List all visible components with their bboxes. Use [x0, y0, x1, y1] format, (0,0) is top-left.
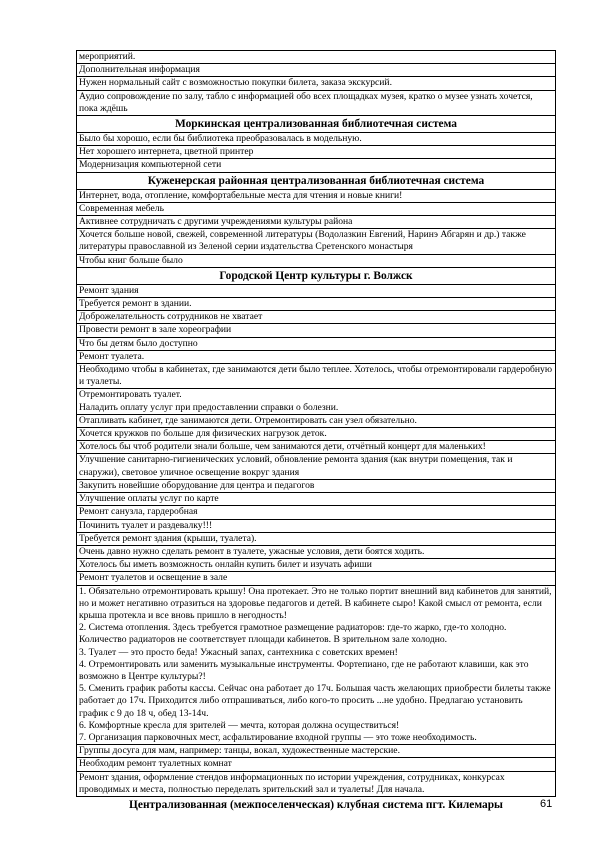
table-row — [77, 758, 556, 771]
closing-section-heading: Централизованная (межпоселенческая) клубная система пгт. Килемары — [129, 798, 503, 811]
response-cell: Необходимо чтобы в кабинетах, где занимаются дети было теплее. Хотелось, чтобы отремонтировали гардеробную и туалеты. — [77, 364, 556, 389]
table-row — [77, 479, 556, 492]
section-heading-row — [77, 172, 556, 189]
response-cell: Ремонт санузла, гардеробная — [77, 506, 556, 519]
response-cell: Дополнительная информация — [77, 64, 556, 77]
feedback-table — [76, 50, 556, 797]
response-cell: Ремонт туалета. — [77, 350, 556, 363]
response-cell: Улучшение санитарно-гигиенических условий, обновление ремонта здания (как внутри помещения, так и снаружи), световое уличное освещение вокруг здания — [77, 454, 556, 479]
table-row — [77, 389, 556, 414]
table-row — [77, 441, 556, 454]
table-row — [77, 51, 556, 64]
response-cell: Ремонт здания, оформление стендов информационных по истории учреждения, сотрудниках, конкурсах проводимых и места, полностью переделать зрительский зал и туалеты! Для начала. — [77, 771, 556, 796]
table-row — [77, 284, 556, 297]
response-cell: Современная мебель — [77, 202, 556, 215]
section-heading-row — [77, 116, 556, 133]
page-number: 61 — [540, 798, 553, 810]
table-row — [77, 298, 556, 311]
response-cell: Хочется больше новой, свежей, современной литературы (Водолазкин Евгений, Наринэ Абгарян и др.) также литературы православной из Зеленой серии издательства Сретенского монастыря — [77, 229, 556, 254]
response-cell: Доброжелательность сотрудников не хватает — [77, 311, 556, 324]
table-row — [77, 64, 556, 77]
section-heading: Моркинская централизованная библиотечная система — [77, 116, 556, 133]
table-row — [77, 745, 556, 758]
table-row — [77, 428, 556, 441]
response-cell: Провести ремонт в зале хореографии — [77, 324, 556, 337]
response-cell: 1. Обязательно отремонтировать крышу! Она протекает. Это не только портит внешний вид кабинетов для занятий, но и может негативно отразиться на здоровье педагогов и детей. В кабинете сыро! Какой смысл от ремонта, если крыша протекла и все вновь пришло в негодность! 2. Система отопления. Здесь требуется грамотное размещение радиаторов: где-то жарко, где-то холодно. Количество радиаторов не соответствует площади кабинетов. В зрительном зале холодно. 3. Туалет — это просто беда! Ужасный запах, сантехника с советских времен! 4. Отремонтировать или заменить музыкальные инструменты. Фортепиано, где не работают клавиши, как это возможно в Центре культуры?! 5. Сменить график работы кассы. Сейчас она работает до 17ч. Большая часть желающих приобрести билеты также работает до 17ч. Приходится либо отпрашиваться, либо кого-то просить ...не удобно. Предлагаю установить график с 9 до 18 ч, обед 13-14ч. 6. Комфортные кресла для зрителей — мечта, которая должна осуществиться! 7. Организация парковочных мест, асфальтирование входной группы — это тоже необходимость. — [77, 585, 556, 745]
response-cell: Хотелось бы иметь возможность онлайн купить билет и изучать афиши — [77, 559, 556, 572]
response-cell: Очень давно нужно сделать ремонт в туалете, ужасные условия, дети боятся ходить. — [77, 545, 556, 558]
table-row — [77, 254, 556, 267]
response-cell: Аудио сопровождение по залу, табло с информацией обо всех площадках музея, кратко о музее узнать хочется, пока ждёшь — [77, 90, 556, 115]
document-page — [76, 50, 556, 812]
response-cell: Было бы хорошо, если бы библиотека преобразовалась в модельную. — [77, 133, 556, 146]
response-cell: Чтобы книг больше было — [77, 254, 556, 267]
table-row — [77, 545, 556, 558]
table-row — [77, 454, 556, 479]
table-row — [77, 559, 556, 572]
table-row — [77, 337, 556, 350]
section-heading: Куженерская районная централизованная библиотечная система — [77, 172, 556, 189]
table-row — [77, 202, 556, 215]
response-cell: Улучшение оплаты услуг по карте — [77, 493, 556, 506]
table-row — [77, 146, 556, 159]
response-cell: Активнее сотрудничать с другими учреждениями культуры района — [77, 216, 556, 229]
response-cell: Отапливать кабинет, где занимаются дети. Отремонтировать сан узел обязательно. — [77, 414, 556, 427]
response-cell: Нет хорошего интернета, цветной принтер — [77, 146, 556, 159]
response-cell: Отремонтировать туалет. Наладить оплату услуг при предоставлении справки о болезни. — [77, 389, 556, 414]
response-cell: Ремонт здания — [77, 284, 556, 297]
response-cell: Нужен нормальный сайт с возможностью покупки билета, заказа экскурсий. — [77, 77, 556, 90]
table-row — [77, 77, 556, 90]
response-cell: Необходим ремонт туалетных комнат — [77, 758, 556, 771]
table-row — [77, 90, 556, 115]
table-row — [77, 133, 556, 146]
table-row — [77, 159, 556, 172]
table-row — [77, 364, 556, 389]
response-cell: Модернизация компьютерной сети — [77, 159, 556, 172]
table-row — [77, 350, 556, 363]
table-row — [77, 229, 556, 254]
table-row — [77, 519, 556, 532]
response-cell: Интернет, вода, отопление, комфортабельные места для чтения и новые книги! — [77, 189, 556, 202]
response-cell: Группы досуга для мам, например: танцы, вокал, художественные мастерские. — [77, 745, 556, 758]
feedback-table-body — [77, 51, 556, 797]
response-cell: мероприятий. — [77, 51, 556, 64]
response-cell: Хочется кружков по больше для физических нагрузок деток. — [77, 428, 556, 441]
table-row — [77, 532, 556, 545]
table-row — [77, 585, 556, 745]
table-row — [77, 189, 556, 202]
response-cell: Требуется ремонт здания (крыши, туалета). — [77, 532, 556, 545]
response-cell: Требуется ремонт в здании. — [77, 298, 556, 311]
section-heading: Городской Центр культуры г. Волжск — [77, 267, 556, 284]
table-row — [77, 771, 556, 796]
table-row — [77, 414, 556, 427]
section-heading-row — [77, 267, 556, 284]
response-cell: Починить туалет и раздевалку!!! — [77, 519, 556, 532]
table-row — [77, 311, 556, 324]
table-row — [77, 506, 556, 519]
response-cell: Ремонт туалетов и освещение в зале — [77, 572, 556, 585]
response-cell: Хотелось бы чтоб родители знали больше, чем занимаются дети, отчётный концерт для маленьких! — [77, 441, 556, 454]
response-cell: Что бы детям было доступно — [77, 337, 556, 350]
table-row — [77, 493, 556, 506]
table-row — [77, 324, 556, 337]
table-row — [77, 572, 556, 585]
table-row — [77, 216, 556, 229]
response-cell: Закупить новейшие оборудование для центра и педагогов — [77, 479, 556, 492]
